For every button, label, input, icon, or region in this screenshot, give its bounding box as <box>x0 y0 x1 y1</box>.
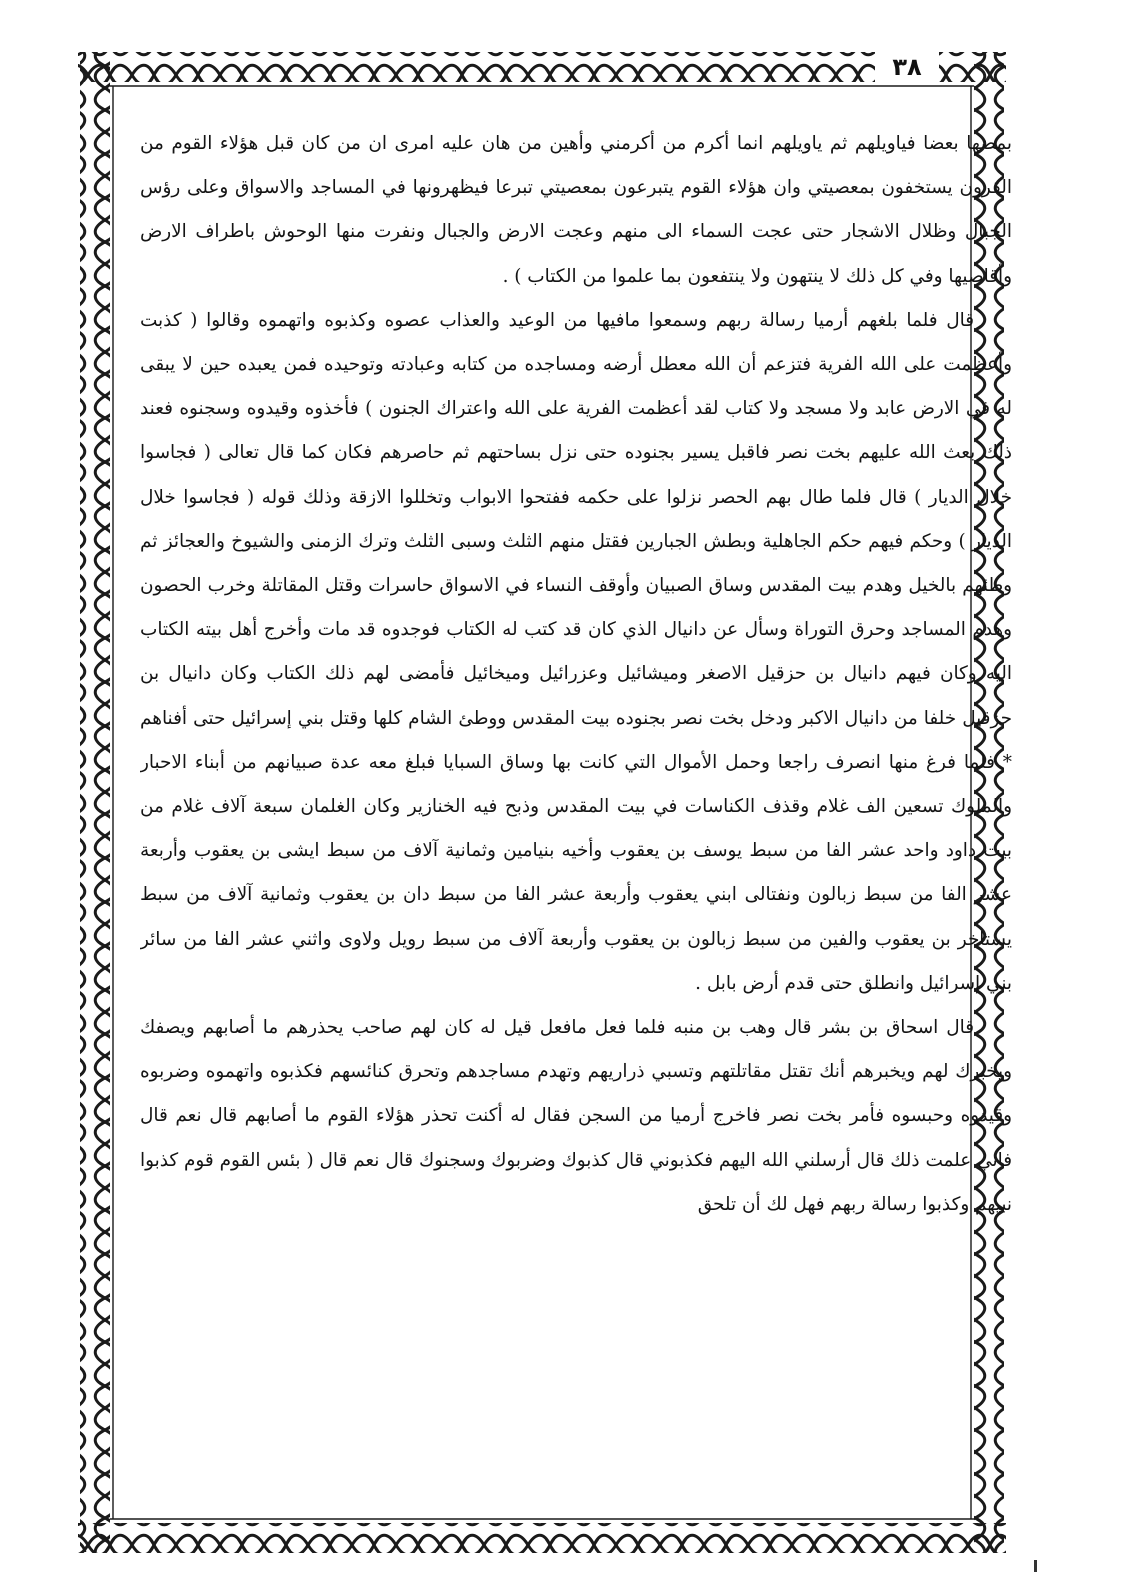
border-left <box>80 52 110 1552</box>
paragraph: قال فلما بلغهم أرميا رسالة ربهم وسمعوا مافيها من الوعيد والعذاب عصوه وكذبوه واتهموه وقالوا ( كذبت وأعظمت على الله الفرية فتزعم أن الله معطل أرضه ومساجده من كتابه وعبادته وتوحيده فمن يعبده حين لا يبقى له في الارض عابد ولا مسجد ولا كتاب لقد أعظمت الفرية على الله واعتراك الجنون ) فأخذوه وقيدوه وسجنوه فعند ذلك بعث الله عليهم بخت نصر فاقبل يسير بجنوده حتى نزل بساحتهم ثم حاصرهم فكان كما قال تعالى ( فجاسوا خلال الديار ) قال فلما طال بهم الحصر نزلوا على حكمه ففتحوا الابواب وتخللوا الازقة وذلك قوله ( فجاسوا خلال الديار ) وحكم فيهم حكم الجاهلية وبطش الجبارين فقتل منهم الثلث وسبى الثلث وترك الزمنى والشيوخ والعجائز ثم وطئهم بالخيل وهدم بيت المقدس وساق الصبيان وأوقف النساء في الاسواق حاسرات وقتل المقاتلة وخرب الحصون وهدم المساجد وحرق التوراة وسأل عن دانيال الذي كان قد كتب له الكتاب فوجدوه قد مات وأخرج أهل بيته الكتاب اليه وكان فيهم دانيال بن حزقيل الاصغر وميشائيل وعزرائيل وميخائيل فأمضى لهم ذلك الكتاب وكان دانيال بن حزقيل خلفا من دانيال الاكبر ودخل بخت نصر بجنوده بيت المقدس ووطئ الشام كلها وقتل بني إسرائيل حتى أفناهم * فلما فرغ منها انصرف راجعا وحمل الأموال التي كانت بها وساق السبايا فبلغ معه عدة صبيانهم من أبناء الاحبار والملوك تسعين الف غلام وقذف الكناسات في بيت المقدس وذبح فيه الخنازير وكان الغلمان سبعة آلاف غلام من بيت داود واحد عشر الفا من سبط يوسف بن يعقوب وأخيه بنيامين وثمانية آلاف من سبط ايشى بن يعقوب وأربعة عشر الفا من سبط زبالون ونفتالى ابني يعقوب وأربعة عشر الفا من سبط دان بن يعقوب وثمانية آلاف من سبط يستاخر بن يعقوب والفين من سبط زبالون بن يعقوب وأربعة آلاف من سبط رويل ولاوى واثني عشر الفا من سائر بني إسرائيل وانطلق حتى قدم أرض بابل . <box>140 309 1012 994</box>
border-bottom <box>78 1523 1006 1553</box>
paragraph: بمضها بعضا فياويلهم ثم ياويلهم انما أكرم من أكرمني وأهين من هان عليه امرى ان من كان قبل هؤلاء القوم من القرون يستخفون بمعصيتي وان هؤلاء القوم يتبرعون بمعصيتي تبرعا فيظهرونها في المساجد والاسواق وعلى رؤس الجبال وظلال الاشجار حتى عجت السماء الى منهم وعجت الارض والجبال ونفرت منها الوحوش باطراف الارض وأقاصيها وفي كل ذلك لا ينتهون ولا ينتفعون بما علموا من الكتاب ) . <box>140 133 1012 287</box>
page-number: ٣٨ <box>875 50 939 84</box>
scan-mark <box>1034 1560 1037 1572</box>
body-text <box>140 122 1012 1487</box>
border-top <box>78 52 1006 82</box>
paragraph: قال اسحاق بن بشر قال وهب بن منبه فلما فعل مافعل قيل له كان لهم صاحب يحذرهم ما أصابهم ويصفك ويخبرك لهم ويخبرهم أنك تقتل مقاتلتهم وتسبي ذراريهم وتهدم مساجدهم وتحرق كنائسهم فكذبوه واتهموه وضربوه وقيدوه وحبسوه فأمر بخت نصر فاخرج أرميا من السجن فقال له أكنت تحذر هؤلاء القوم ما أصابهم قال نعم قال فاني علمت ذلك قال أرسلني الله اليهم فكذبوني قال كذبوك وضربوك وسجنوك قال نعم قال ( بئس القوم قوم كذبوا نبيهم وكذبوا رسالة ربهم فهل لك أن تلحق <box>140 1017 1012 1215</box>
